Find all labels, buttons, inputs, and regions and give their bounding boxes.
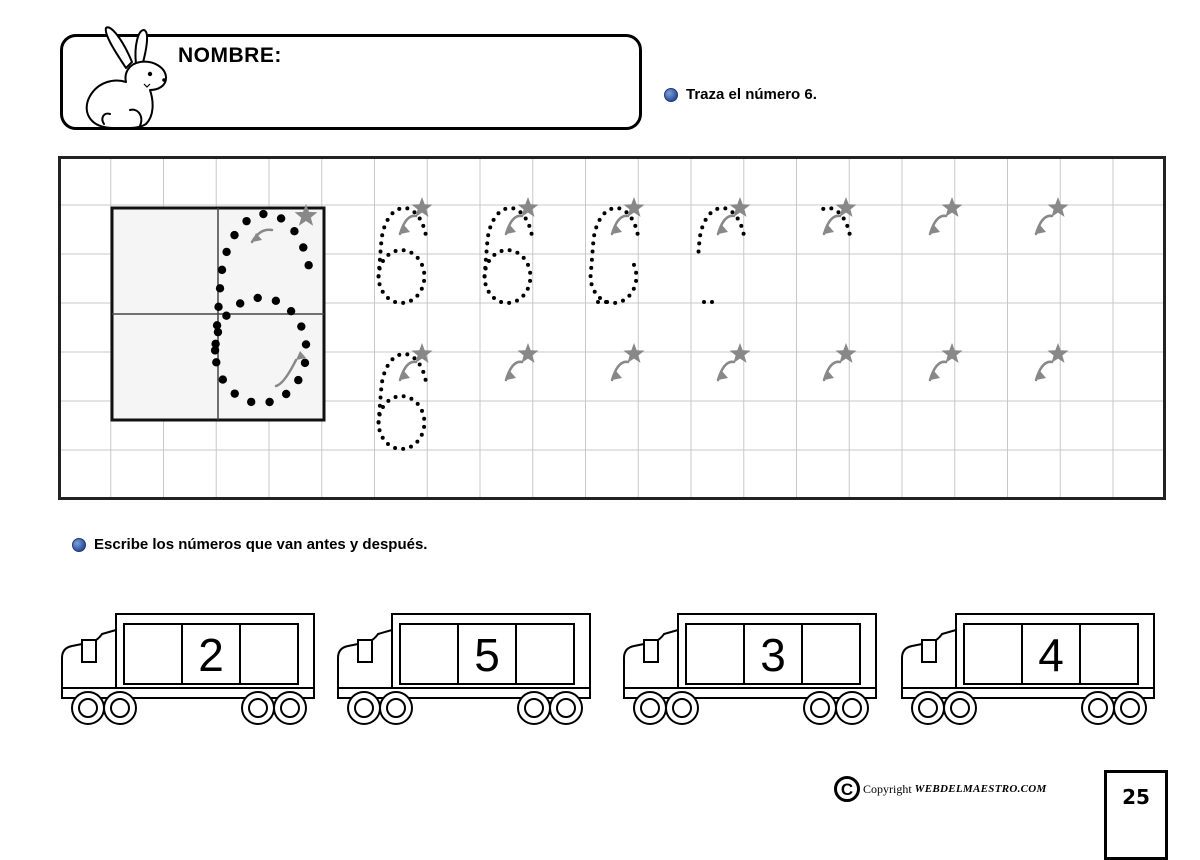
trace-dot bbox=[590, 282, 594, 286]
trace-dot bbox=[842, 217, 846, 221]
trace-dot bbox=[415, 294, 419, 298]
star-icon bbox=[836, 343, 857, 363]
trace-dot bbox=[591, 250, 595, 254]
trace-dot bbox=[424, 232, 428, 236]
trace-dot bbox=[704, 218, 708, 222]
trace-dot bbox=[508, 248, 512, 252]
trace-dot bbox=[401, 301, 405, 305]
trace-dot bbox=[496, 211, 500, 215]
trace-dot bbox=[524, 217, 528, 221]
trace-dot bbox=[700, 225, 704, 229]
star-icon bbox=[518, 343, 539, 363]
trace-dot bbox=[613, 301, 617, 305]
trace-dot bbox=[486, 233, 490, 237]
trace-dot bbox=[636, 232, 640, 236]
trace-dot bbox=[416, 256, 420, 260]
trace-dot bbox=[405, 206, 409, 210]
copyright-site: WEBDELMAESTRO.COM bbox=[914, 783, 1047, 795]
copyright-icon: C bbox=[834, 776, 860, 802]
star-icon bbox=[624, 343, 645, 363]
trace-dot bbox=[632, 263, 636, 267]
trace-dot bbox=[377, 275, 381, 279]
trace-dot bbox=[242, 217, 250, 225]
trace-dot bbox=[528, 271, 532, 275]
copyright-text: Copyright bbox=[863, 781, 912, 796]
trace-dot bbox=[401, 447, 405, 451]
trace-dot bbox=[736, 217, 740, 221]
trace-dot bbox=[488, 225, 492, 229]
trace-dot bbox=[397, 207, 401, 211]
trace-dot bbox=[236, 299, 244, 307]
trace-dot bbox=[708, 211, 712, 215]
truck-number: 3 bbox=[760, 629, 786, 681]
trace-dot bbox=[378, 266, 382, 270]
trace-dot bbox=[710, 300, 714, 304]
trace-dot bbox=[386, 364, 390, 368]
trace-dot bbox=[420, 409, 424, 413]
trace-dot bbox=[211, 346, 219, 354]
trace-dot bbox=[492, 253, 496, 257]
trace-dot bbox=[617, 206, 621, 210]
truck-number: 2 bbox=[198, 629, 224, 681]
trace-dot bbox=[836, 210, 840, 214]
copyright bbox=[834, 776, 1047, 802]
trace-dot bbox=[402, 394, 406, 398]
trace-dot bbox=[294, 376, 302, 384]
trace-dot bbox=[424, 378, 428, 382]
trace-dot bbox=[492, 296, 496, 300]
trace-dot bbox=[302, 340, 310, 348]
truck bbox=[58, 600, 318, 730]
trace-dot bbox=[518, 210, 522, 214]
truck-number: 5 bbox=[474, 629, 500, 681]
trace-dot bbox=[503, 207, 507, 211]
trace-dot bbox=[212, 358, 220, 366]
trace-dot bbox=[230, 231, 238, 239]
trace-dot bbox=[421, 370, 425, 374]
trace-dot bbox=[381, 259, 385, 263]
trace-dot bbox=[526, 287, 530, 291]
trace-dot bbox=[377, 421, 381, 425]
name-label: NOMBRE: bbox=[178, 44, 282, 67]
trace-dot bbox=[379, 250, 383, 254]
trace-dot bbox=[409, 251, 413, 255]
trace-dot bbox=[218, 266, 226, 274]
trace-dot bbox=[484, 282, 488, 286]
trace-dot bbox=[421, 224, 425, 228]
trace-dot bbox=[397, 353, 401, 357]
tracing-grid bbox=[58, 156, 1166, 500]
trace-dot bbox=[591, 241, 595, 245]
bullet-icon bbox=[72, 538, 86, 552]
trace-dot bbox=[698, 233, 702, 237]
trace-dot bbox=[394, 249, 398, 253]
trace-dot bbox=[381, 436, 385, 440]
trace-dot bbox=[602, 211, 606, 215]
trace-dot bbox=[247, 398, 255, 406]
bullet-icon bbox=[664, 88, 678, 102]
trace-dot bbox=[386, 442, 390, 446]
trace-dot bbox=[526, 263, 530, 267]
trace-dot bbox=[598, 296, 602, 300]
trace-dot bbox=[697, 250, 701, 254]
trace-dot bbox=[592, 233, 596, 237]
star-icon bbox=[942, 343, 963, 363]
trace-dot bbox=[272, 297, 280, 305]
trace-dot bbox=[515, 299, 519, 303]
trace-dot bbox=[405, 352, 409, 356]
trace-dot bbox=[590, 258, 594, 262]
trace-dot bbox=[214, 303, 222, 311]
trace-dot bbox=[231, 389, 239, 397]
trace-dot bbox=[219, 375, 227, 383]
trace-dot bbox=[483, 275, 487, 279]
trace-dot bbox=[630, 217, 634, 221]
trace-dot bbox=[409, 397, 413, 401]
trace-dot bbox=[412, 210, 416, 214]
trace-dot bbox=[485, 241, 489, 245]
trace-dot bbox=[530, 232, 534, 236]
trace-dot bbox=[487, 259, 491, 263]
trace-dot bbox=[381, 405, 385, 409]
trace-dot bbox=[627, 294, 631, 298]
trace-dot bbox=[507, 301, 511, 305]
trace-dot bbox=[386, 296, 390, 300]
trace-dot bbox=[594, 225, 598, 229]
trace-dot bbox=[386, 218, 390, 222]
trace-dot bbox=[742, 232, 746, 236]
trace-dot bbox=[379, 396, 383, 400]
trace-dot bbox=[277, 214, 285, 222]
trace-dot bbox=[527, 224, 531, 228]
sequence-instruction bbox=[72, 536, 427, 553]
trace-dot bbox=[609, 207, 613, 211]
trace-dot bbox=[624, 210, 628, 214]
trace-dot bbox=[492, 218, 496, 222]
trace-dot bbox=[222, 312, 230, 320]
trace-dot bbox=[420, 433, 424, 437]
trace-dot bbox=[593, 290, 597, 294]
trace-dot bbox=[702, 300, 706, 304]
trace-dot bbox=[254, 294, 262, 302]
trace-dot bbox=[484, 266, 488, 270]
trace-instruction-text: Traza el número 6. bbox=[686, 86, 817, 103]
trace-dot bbox=[386, 253, 390, 257]
truck-number: 4 bbox=[1038, 629, 1064, 681]
trace-dot bbox=[393, 446, 397, 450]
trace-dot bbox=[216, 284, 224, 292]
trace-dot bbox=[304, 261, 312, 269]
trace-dot bbox=[422, 417, 426, 421]
trace-dot bbox=[634, 271, 638, 275]
star-icon bbox=[942, 197, 963, 217]
trace-dot bbox=[381, 290, 385, 294]
star-icon bbox=[1048, 197, 1069, 217]
trace-dot bbox=[697, 241, 701, 245]
trace-dot bbox=[420, 263, 424, 267]
trace-dot bbox=[409, 299, 413, 303]
trace-dot bbox=[589, 266, 593, 270]
trace-dot bbox=[415, 440, 419, 444]
trace-dot bbox=[422, 271, 426, 275]
trace-dot bbox=[485, 250, 489, 254]
trace-dot bbox=[265, 398, 273, 406]
trace-dot bbox=[521, 294, 525, 298]
trace-dot bbox=[214, 328, 222, 336]
trace-dot bbox=[386, 399, 390, 403]
star-icon bbox=[1048, 343, 1069, 363]
trace-dot bbox=[422, 425, 426, 429]
trace-dot bbox=[500, 249, 504, 253]
trace-dot bbox=[632, 287, 636, 291]
trace-dot bbox=[393, 300, 397, 304]
trace-dot bbox=[299, 243, 307, 251]
star-icon bbox=[730, 343, 751, 363]
trace-dot bbox=[511, 206, 515, 210]
truck bbox=[898, 600, 1158, 730]
trace-dot bbox=[829, 206, 833, 210]
trace-dot bbox=[382, 371, 386, 375]
trace-dot bbox=[416, 402, 420, 406]
trace-dot bbox=[522, 256, 526, 260]
trace-dot bbox=[598, 218, 602, 222]
trace-dot bbox=[633, 224, 637, 228]
trace-dot bbox=[499, 300, 503, 304]
trace-dot bbox=[409, 445, 413, 449]
trace-dot bbox=[290, 227, 298, 235]
trace-dot bbox=[301, 359, 309, 367]
trace-dot bbox=[715, 207, 719, 211]
trace-dot bbox=[420, 287, 424, 291]
trace-dot bbox=[528, 279, 532, 283]
trace-dot bbox=[515, 251, 519, 255]
sequence-instruction-text: Escribe los números que van antes y después. bbox=[94, 536, 428, 553]
trace-dot bbox=[412, 356, 416, 360]
trace-dot bbox=[379, 387, 383, 391]
trace-dot bbox=[378, 428, 382, 432]
rabbit-icon bbox=[74, 24, 184, 130]
trace-dot bbox=[487, 290, 491, 294]
trace-dot bbox=[402, 248, 406, 252]
trace-dot bbox=[390, 211, 394, 215]
trace-dot bbox=[379, 241, 383, 245]
trace-dot bbox=[418, 217, 422, 221]
page-number: 25 bbox=[1104, 770, 1168, 860]
trace-dot bbox=[297, 322, 305, 330]
trace-dot bbox=[848, 232, 852, 236]
trace-dot bbox=[723, 206, 727, 210]
trace-dot bbox=[390, 357, 394, 361]
trace-dot bbox=[821, 207, 825, 211]
trace-dot bbox=[382, 225, 386, 229]
trace-dot bbox=[394, 395, 398, 399]
trace-dot bbox=[604, 300, 608, 304]
trace-dot bbox=[282, 390, 290, 398]
trace-instruction bbox=[664, 86, 817, 103]
trace-dot bbox=[621, 299, 625, 303]
trace-dot bbox=[845, 224, 849, 228]
truck bbox=[334, 600, 594, 730]
trace-dot bbox=[259, 210, 267, 218]
trace-dot bbox=[287, 307, 295, 315]
trace-dot bbox=[380, 233, 384, 237]
trace-dot bbox=[418, 363, 422, 367]
trace-dot bbox=[739, 224, 743, 228]
truck bbox=[620, 600, 880, 730]
trace-dot bbox=[596, 300, 600, 304]
trace-dot bbox=[589, 274, 593, 278]
trace-dot bbox=[730, 210, 734, 214]
trace-dot bbox=[422, 279, 426, 283]
trace-dot bbox=[634, 279, 638, 283]
trace-dot bbox=[378, 412, 382, 416]
trace-dot bbox=[380, 379, 384, 383]
trace-dot bbox=[378, 282, 382, 286]
trace-dot bbox=[222, 248, 230, 256]
